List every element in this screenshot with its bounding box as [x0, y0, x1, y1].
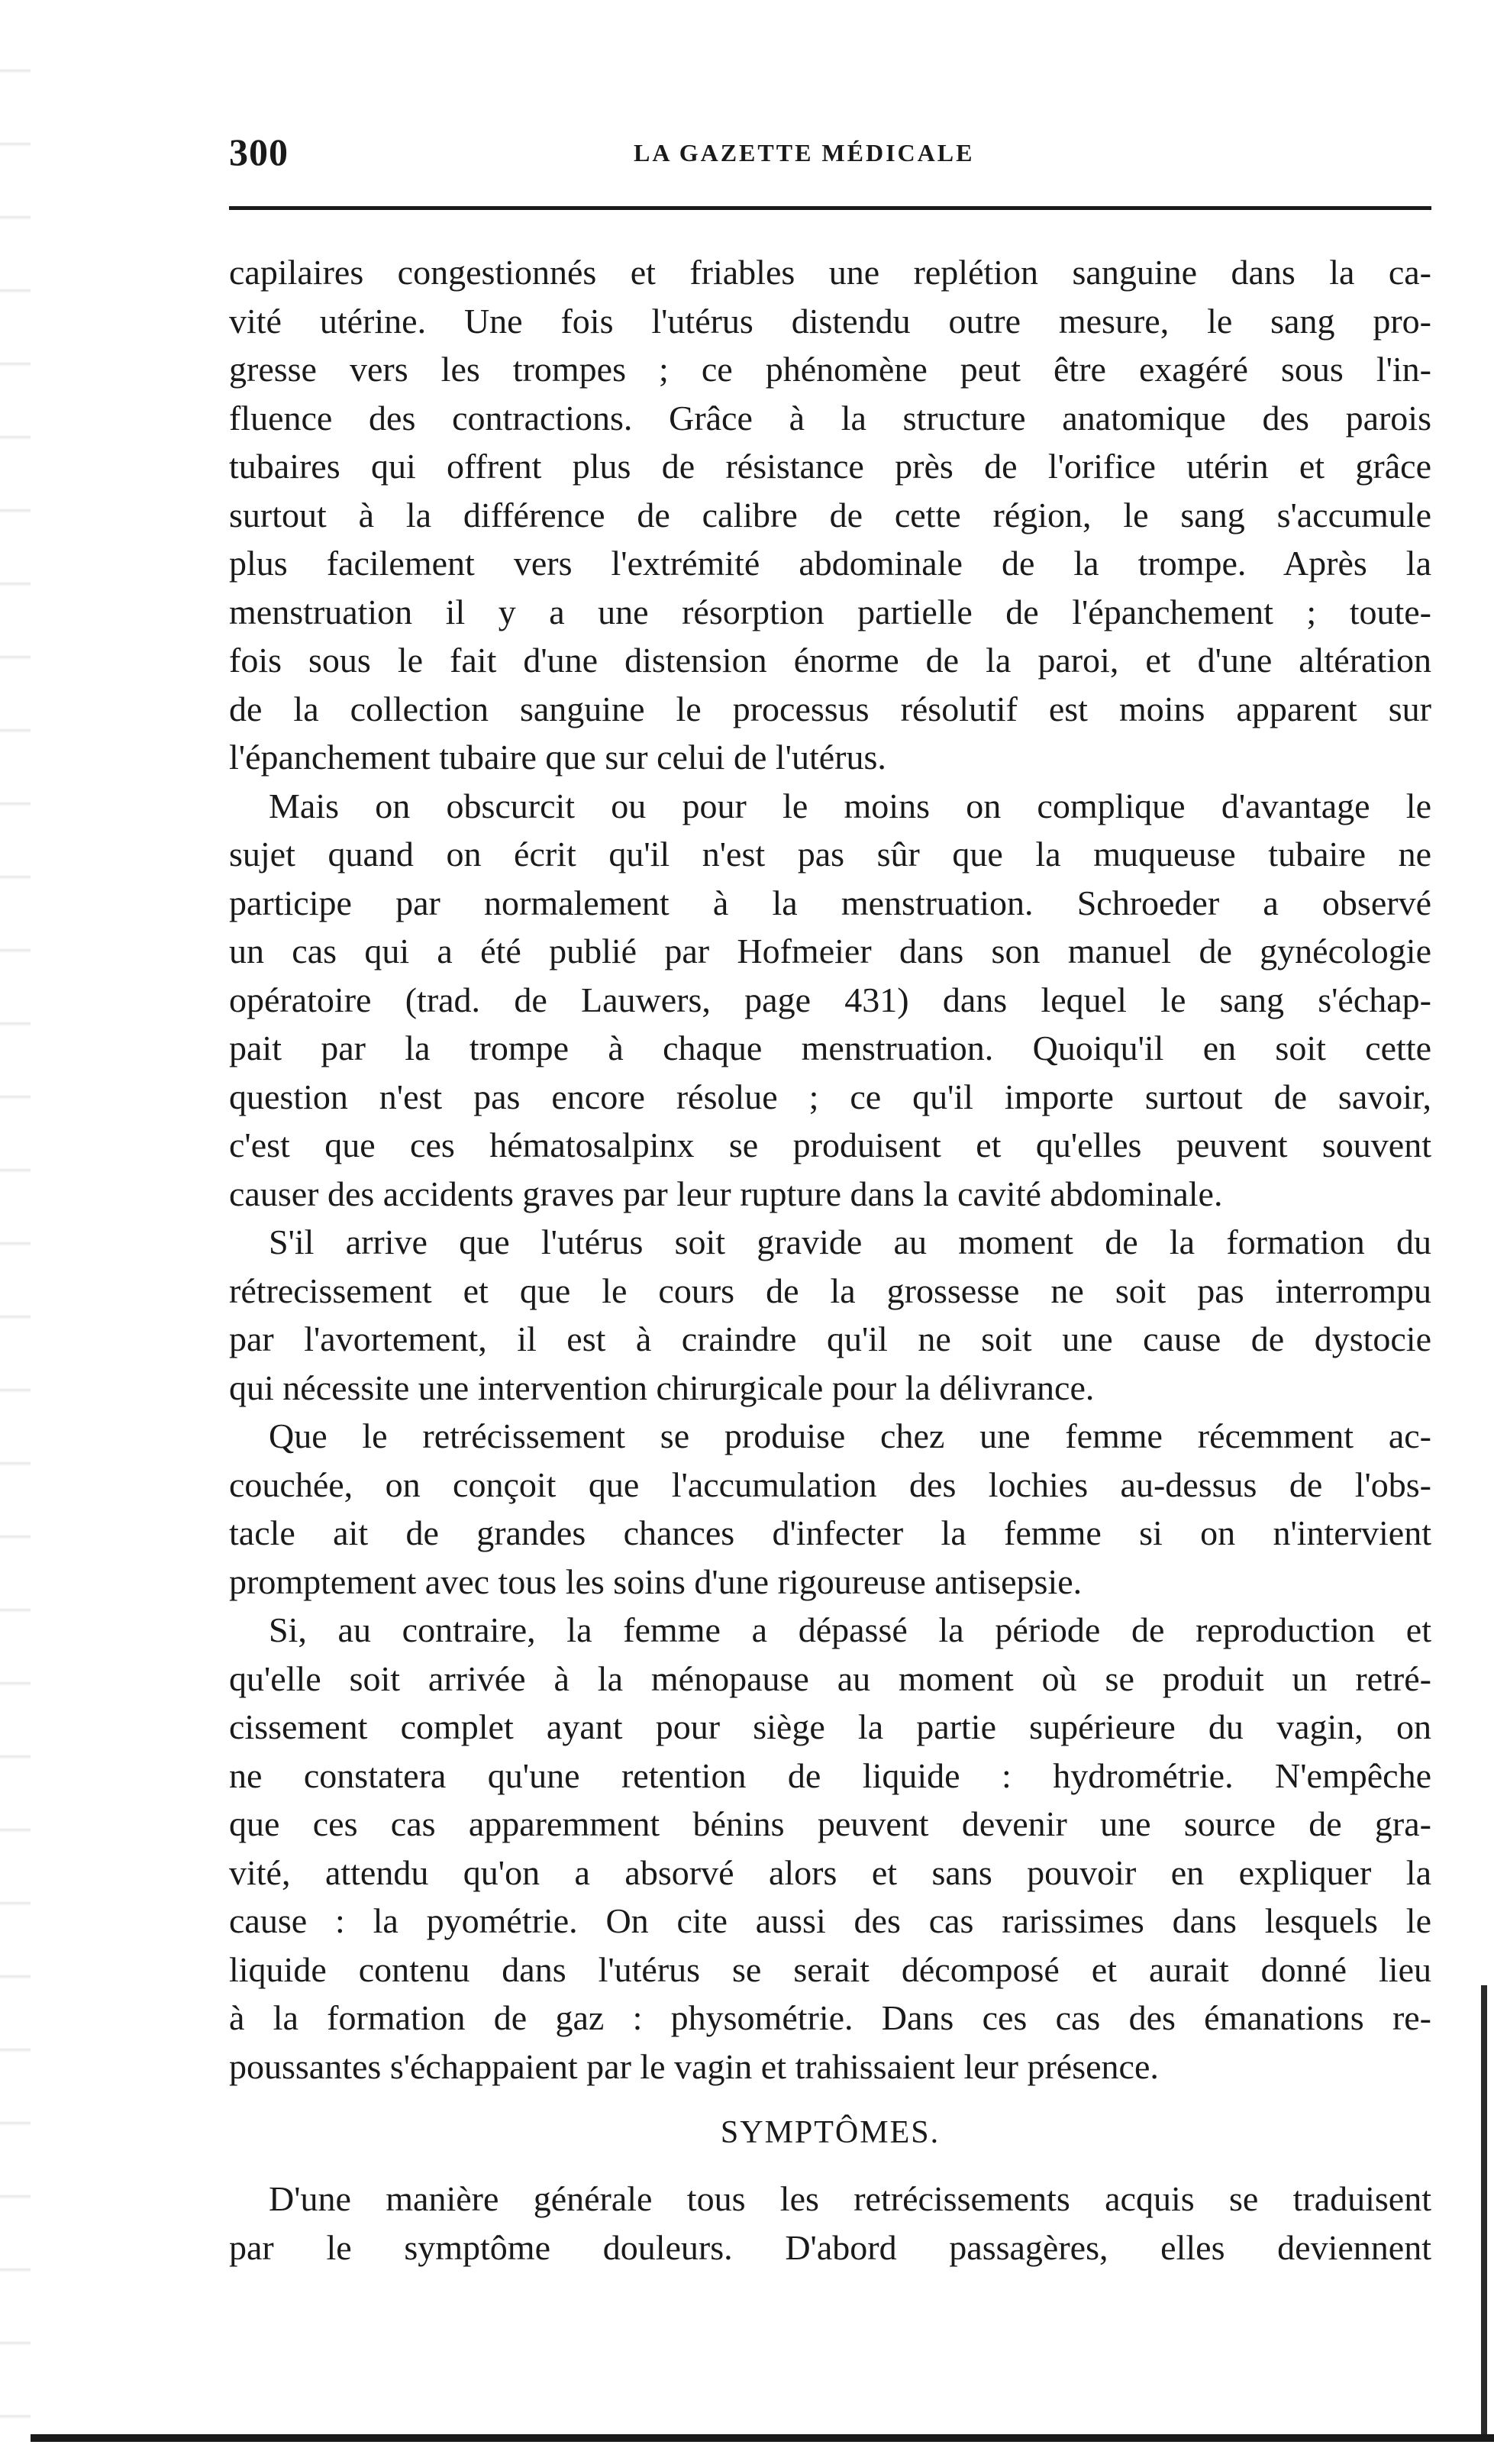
text-line: tubaires qui offrent plus de résistance près de l'orifice utérin et grâce	[229, 447, 1431, 486]
text-line: qui nécessite une intervention chirurgicale pour la délivrance.	[229, 1368, 1095, 1407]
text-line: gresse vers les trompes ; ce phénomène peut être exagéré sous l'in-	[229, 350, 1431, 389]
text-line: un cas qui a été publié par Hofmeier dans son manuel de gynécologie	[229, 932, 1431, 970]
text-line: cissement complet ayant pour siège la partie supérieure du vagin, on	[229, 1707, 1431, 1746]
text-line: Mais on obscurcit ou pour le moins on complique d'avantage le	[269, 786, 1431, 825]
text-line: menstruation il y a une résorption partielle de l'épanchement ; toute-	[229, 592, 1431, 631]
paragraph	[229, 2175, 1431, 2272]
text-line: pait par la trompe à chaque menstruation. Quoiqu'il en soit cette	[229, 1029, 1431, 1067]
text-line: liquide contenu dans l'utérus se serait décomposé et aurait donné lieu	[229, 1949, 1431, 1989]
text-line: S'il arrive que l'utérus soit gravide au moment de la formation du	[269, 1222, 1431, 1261]
text-line: l'épanchement tubaire que sur celui de l'utérus.	[229, 738, 886, 777]
text-line: vité, attendu qu'on a absorvé alors et sans pouvoir en expliquer la	[229, 1852, 1431, 1892]
binding-edge	[0, 0, 31, 2464]
text-line: fluence des contractions. Grâce à la structure anatomique des parois	[229, 398, 1431, 438]
text-line: couchée, on conçoit que l'accumulation des lochies au-dessus de l'obs-	[229, 1465, 1431, 1504]
page-header	[229, 130, 1435, 183]
text-line: poussantes s'échappaient par le vagin et trahissaient leur présence.	[229, 2046, 1159, 2086]
text-line: vité utérine. Une fois l'utérus distendu outre mesure, le sang pro-	[229, 301, 1431, 341]
text-line: c'est que ces hématosalpinx se produisent et qu'elles peuvent souvent	[229, 1125, 1431, 1164]
text-line: ne constatera qu'une retention de liquide : hydrométrie. N'empêche	[229, 1755, 1431, 1795]
text-line: à la formation de gaz : physométrie. Dans ces cas des émanations re-	[229, 1998, 1431, 2037]
text-line: causer des accidents graves par leur rupture dans la cavité abdominale.	[229, 1174, 1223, 1213]
paragraph	[229, 248, 1431, 782]
text-line: de la collection sanguine le processus résolutif est moins apparent sur	[229, 689, 1431, 728]
text-line: promptement avec tous les soins d'une rigoureuse antisepsie.	[229, 1561, 1083, 1601]
text-line: fois sous le fait d'une distension énorme de la paroi, et d'une altération	[229, 641, 1431, 680]
text-line: question n'est pas encore résolue ; ce qu'il importe surtout de savoir,	[229, 1077, 1431, 1116]
paragraph	[229, 782, 1431, 1219]
text-line: plus facilement vers l'extrémité abdominale de la trompe. Après la	[229, 544, 1431, 583]
text-line: Que le retrécissement se produise chez une femme récemment ac-	[269, 1416, 1431, 1455]
paragraph	[229, 1412, 1431, 1606]
text-line: par le symptôme douleurs. D'abord passagères, elles deviennent	[229, 2227, 1431, 2267]
paragraph	[229, 1606, 1431, 2091]
text-line: Si, au contraire, la femme a dépassé la période de reproduction et	[269, 1610, 1431, 1649]
running-title: LA GAZETTE MÉDICALE	[634, 139, 975, 166]
text-line: que ces cas apparemment bénins peuvent devenir une source de gra-	[229, 1804, 1431, 1843]
text-line: sujet quand on écrit qu'il n'est pas sûr que la muqueuse tubaire ne	[229, 835, 1431, 874]
text-line: participe par normalement à la menstruation. Schroeder a observé	[229, 883, 1431, 922]
text-line: par l'avortement, il est à craindre qu'il ne soit une cause de dystocie	[229, 1319, 1431, 1358]
text-line: tacle ait de grandes chances d'infecter la femme si on n'intervient	[229, 1513, 1431, 1552]
bottom-edge-shadow	[31, 2434, 1494, 2442]
text-line: qu'elle soit arrivée à la ménopause au moment où se produit un retré-	[229, 1658, 1431, 1698]
text-line: surtout à la différence de calibre de cette région, le sang s'accumule	[229, 495, 1431, 534]
text-line: opératoire (trad. de Lauwers, page 431) dans lequel le sang s'échap-	[229, 980, 1431, 1019]
text-line: capilaires congestionnés et friables une replétion sanguine dans la ca-	[229, 253, 1431, 292]
paragraph	[229, 1218, 1431, 1412]
text-line: D'une manière générale tous les retrécissements acquis se traduisent	[269, 2179, 1431, 2218]
text-line: rétrecissement et que le cours de la grossesse ne soit pas interrompu	[229, 1271, 1431, 1310]
text-line: cause : la pyométrie. On cite aussi des cas rarissimes dans lesquels le	[229, 1901, 1431, 1940]
section-heading: SYMPTÔMES.	[720, 2115, 941, 2150]
body-text	[229, 248, 1431, 2272]
page-edge-shadow	[1481, 1985, 1487, 2442]
page-number: 300	[229, 131, 289, 173]
header-rule	[229, 206, 1431, 210]
